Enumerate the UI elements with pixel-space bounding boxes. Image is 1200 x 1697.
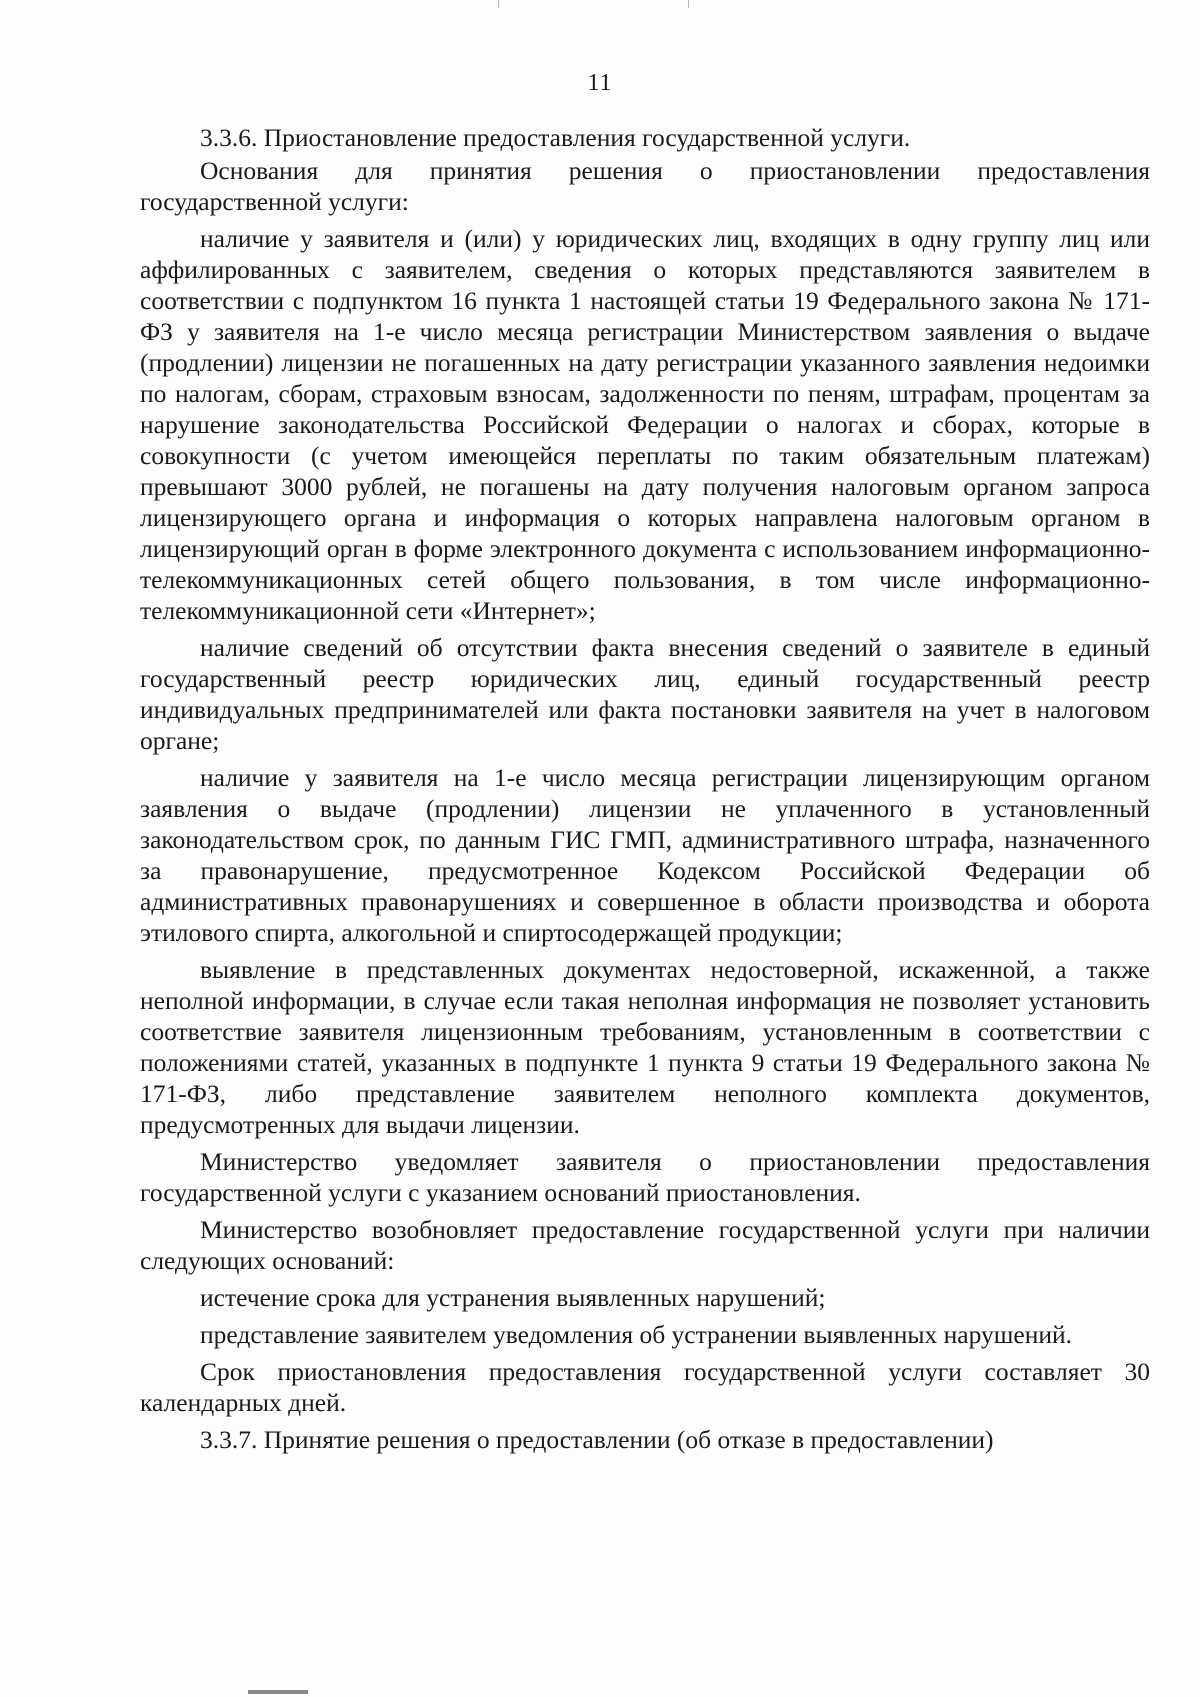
paragraph-tax-arrears: наличие у заявителя и (или) у юридических лиц, входящих в одну группу лиц или аффилированных с заявителем, сведения о которых представляются заявителем в соответствии с подпунктом 16 пункта 1 настоящей статьи 19 Федерального закона № 171-ФЗ у заявителя на 1-е число месяца регистрации Министерством заявления о выдаче (продлении) лицензии не погашенных на дату регистрации указанного заявления недоимки по налогам, сборам, страховым взносам, задолженности по пеням, штрафам, процентам за нарушение законодательства Российской Федерации о налогах и сборах, которые в совокупности (с учетом имеющейся переплаты по таким обязательным платежам) превышают 3000 рублей, не погашены на дату получения налоговым органом запроса лицензирующего органа и информация о которых направлена налоговым органом в лицензирующий орган в форме электронного документа с использованием информационно-телекоммуникационных сетей общего пользования, в том числе информационно-телекоммуникационной сети «Интернет»; [140, 224, 1150, 625]
scan-mark [688, 0, 689, 8]
paragraph-inaccurate-docs: выявление в представленных документах недостоверной, искаженной, а также неполной информации, в случае если такая неполная информация не позволяет установить соответствие заявителя лицензионным требованиям, установленным в соответствии с положениями статей, указанных в подпункте 1 пункта 9 статьи 19 Федерального закона № 171-ФЗ, либо представление заявителем неполного комплекта документов, предусмотренных для выдачи лицензии. [140, 955, 1150, 1139]
scan-artifact [248, 1690, 308, 1694]
paragraph-deadline-expiry: истечение срока для устранения выявленных нарушений; [200, 1283, 826, 1312]
paragraph-registry-info: наличие сведений об отсутствии факта внесения сведений о заявителе в единый государственный реестр юридических лиц, единый государственный реестр индивидуальных предпринимателей или факта постановки заявителя на учет в налоговом органе; [140, 633, 1150, 755]
page-number: 11 [587, 70, 613, 96]
paragraph-grounds-intro: Основания для принятия решения о приостановлении предоставления государственной услуги: [140, 156, 1150, 216]
scan-mark [498, 0, 499, 8]
paragraph-unpaid-fine: наличие у заявителя на 1-е число месяца регистрации лицензирующим органом заявления о выдаче (продлении) лицензии не уплаченного в установленный законодательством срок, по данным ГИС ГМП, административного штрафа, назначенного за правонарушение, предусмотренное Кодексом Российской Федерации об административных правонарушениях и совершенное в области производства и оборота этилового спирта, алкогольной и спиртосодержащей продукции; [140, 763, 1150, 947]
paragraph-ministry-resumes: Министерство возобновляет предоставление государственной услуги при наличии следующих оснований: [140, 1215, 1150, 1275]
paragraph-ministry-notifies: Министерство уведомляет заявителя о приостановлении предоставления государственной услуги с указанием оснований приостановления. [140, 1147, 1150, 1207]
paragraph-notice-of-correction: представление заявителем уведомления об устранении выявленных нарушений. [200, 1320, 1073, 1349]
section-heading-3-3-7: 3.3.7. Принятие решения о предоставлении (об отказе в предоставлении) [200, 1425, 994, 1454]
document-body [140, 122, 1150, 1455]
section-heading-3-3-6: 3.3.6. Приостановление предоставления государственной услуги. [200, 123, 911, 152]
paragraph-suspension-term: Срок приостановления предоставления государственной услуги составляет 30 календарных дней. [140, 1357, 1150, 1417]
